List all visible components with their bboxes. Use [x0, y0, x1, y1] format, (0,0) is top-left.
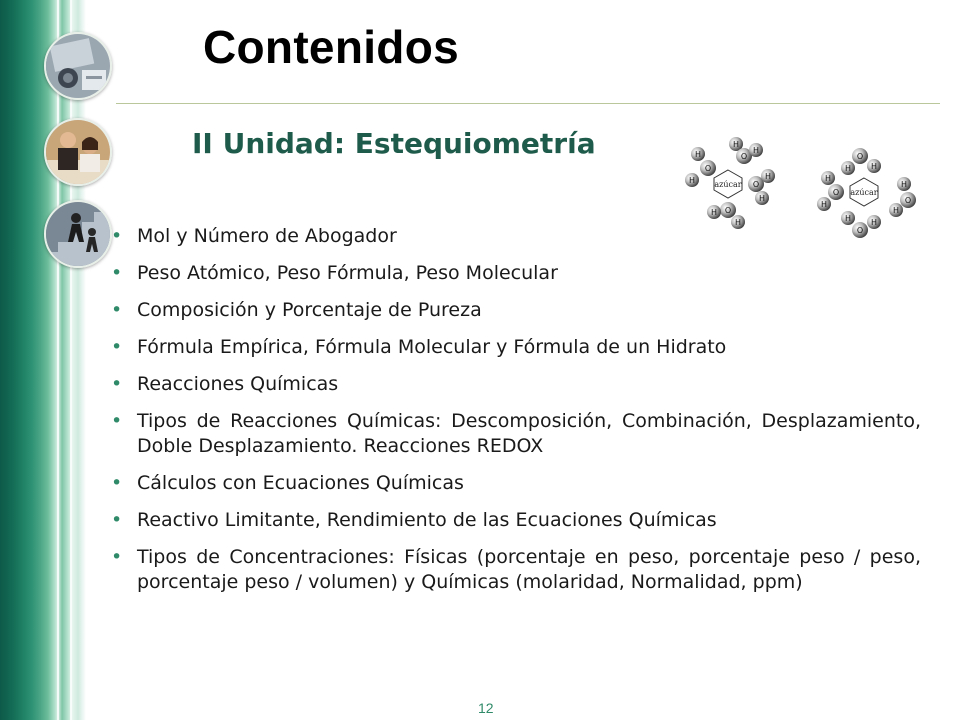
svg-text:H: H	[824, 174, 832, 183]
svg-text:H: H	[900, 180, 908, 189]
list-item	[109, 335, 921, 360]
bullet-icon: •	[111, 299, 123, 321]
list-item-text: Peso Atómico, Peso Fórmula, Peso Molecular	[137, 262, 558, 284]
slide-title: Contenidos	[203, 21, 459, 73]
list-item-text: Tipos de Reacciones Químicas: Descomposición, Combinación, Desplazamiento, Doble Desplazamiento. Reacciones REDOX	[137, 410, 921, 457]
sugar-molecule-cluster-left	[685, 137, 775, 229]
svg-text:azúcar: azúcar	[850, 188, 878, 197]
svg-text:H: H	[892, 206, 900, 215]
list-item	[109, 409, 921, 459]
list-item-text: Reacciones Químicas	[137, 373, 339, 395]
office-photo	[44, 32, 112, 100]
list-item	[109, 298, 921, 323]
list-item-text: Cálculos con Ecuaciones Químicas	[137, 472, 464, 494]
stairs-photo	[44, 200, 112, 268]
svg-text:O: O	[856, 152, 864, 161]
page-number: 12	[478, 700, 494, 716]
svg-text:O: O	[904, 196, 912, 205]
bullet-icon: •	[111, 225, 123, 247]
svg-text:H: H	[732, 140, 740, 149]
title-divider	[116, 103, 940, 104]
bullet-icon: •	[111, 546, 123, 568]
slide-subtitle: II Unidad: Estequiometría	[192, 127, 596, 160]
svg-text:H: H	[758, 194, 766, 203]
list-item-text: Mol y Número de Abogador	[137, 225, 397, 247]
list-item	[109, 261, 921, 286]
list-item	[109, 224, 921, 249]
list-item	[109, 372, 921, 397]
bullet-icon: •	[111, 472, 123, 494]
decorative-stripes	[0, 0, 86, 720]
svg-text:H: H	[752, 146, 760, 155]
list-item	[109, 508, 921, 533]
bullet-icon: •	[111, 410, 123, 432]
list-item	[109, 471, 921, 496]
stripe-line	[70, 0, 72, 720]
svg-text:O: O	[704, 164, 712, 173]
svg-text:H: H	[694, 150, 702, 159]
svg-text:H: H	[710, 208, 718, 217]
svg-text:O: O	[724, 206, 732, 215]
svg-text:O: O	[832, 188, 840, 197]
bullet-icon: •	[111, 509, 123, 531]
svg-text:O: O	[856, 226, 864, 235]
svg-text:O: O	[752, 180, 760, 189]
business-people-photo	[44, 118, 112, 186]
svg-text:O: O	[740, 152, 748, 161]
list-item-text: Tipos de Concentraciones: Físicas (porcentaje en peso, porcentaje peso / peso, porcentaje peso / volumen) y Químicas (molaridad, Normalidad, ppm)	[137, 546, 921, 593]
svg-text:H: H	[688, 176, 696, 185]
bullet-icon: •	[111, 373, 123, 395]
svg-text:H: H	[764, 172, 772, 181]
svg-text:H: H	[870, 162, 878, 171]
bullet-icon: •	[111, 262, 123, 284]
list-item-text: Composición y Porcentaje de Pureza	[137, 299, 482, 321]
list-item	[109, 545, 921, 595]
topic-list	[109, 224, 921, 607]
list-item-text: Reactivo Limitante, Rendimiento de las Ecuaciones Químicas	[137, 509, 717, 531]
svg-text:H: H	[820, 200, 828, 209]
svg-text:H: H	[844, 214, 852, 223]
svg-text:H: H	[844, 164, 852, 173]
svg-text:H: H	[870, 218, 878, 227]
svg-text:H: H	[734, 218, 742, 227]
list-item-text: Fórmula Empírica, Fórmula Molecular y Fórmula de un Hidrato	[137, 336, 727, 358]
bullet-icon: •	[111, 336, 123, 358]
stripe-line	[57, 0, 59, 720]
svg-text:azúcar: azúcar	[714, 180, 742, 189]
